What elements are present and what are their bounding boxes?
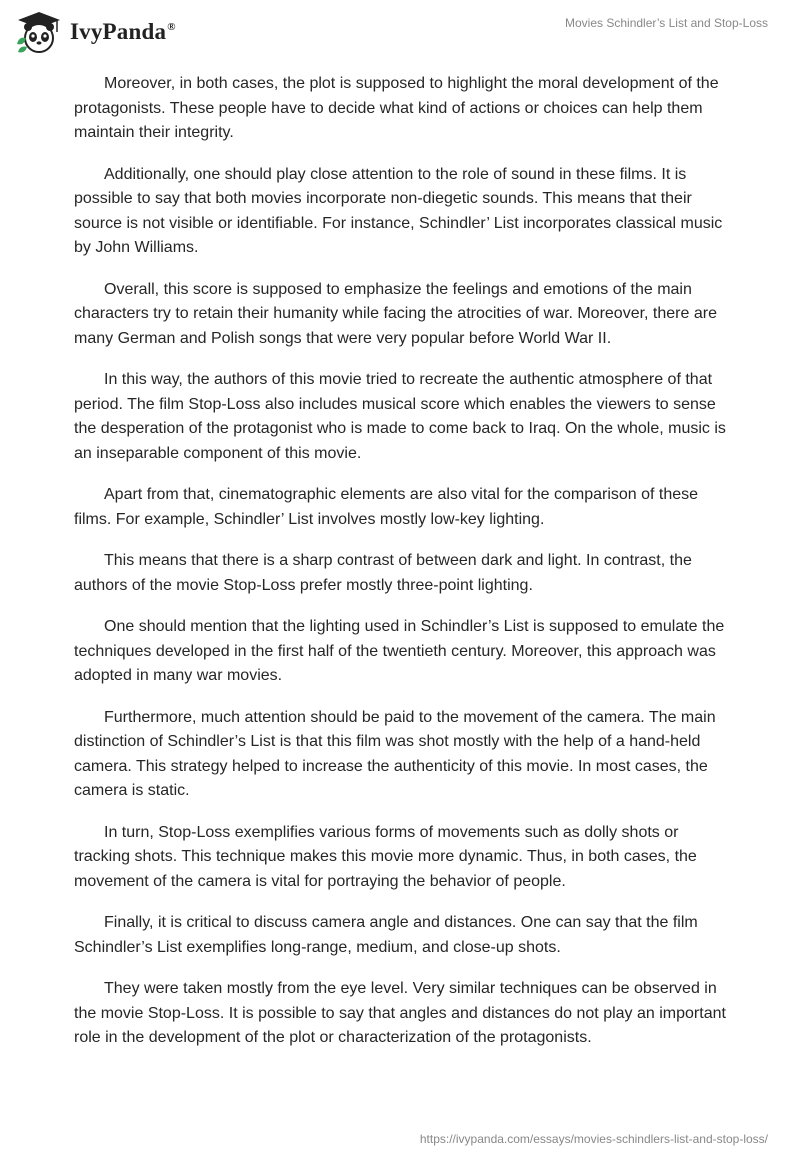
paragraph-4: In this way, the authors of this movie tried to recreate the authentic atmosphere of that period. The film Stop-Loss also includes musical score which enables the viewers to sense the desperation of the protagonist who is made to come back to Iraq. On the whole, music is an inseparable component of this movie.: [74, 371, 726, 462]
paragraph-9: In turn, Stop-Loss exemplifies various forms of movements such as dolly shots or tracking shots. This technique makes this movie more dynamic. Thus, in both cases, the movement of the camera is vital for portraying the behavior of people.: [74, 823, 697, 890]
document-title: Movies Schindler’s List and Stop-Loss: [565, 16, 768, 30]
paragraph-10: Finally, it is critical to discuss camera angle and distances. One can say that the film Schindler’s List exemplifies long-range, medium, and close-up shots.: [74, 914, 698, 956]
paragraph-2: Additionally, one should play close attention to the role of sound in these films. It is possible to say that both movies incorporate non-diegetic sounds. This means that their source is not visible or identifiable. For instance, Schindler’ List incorporates classical music by John Williams.: [74, 165, 723, 256]
page-header: [0, 0, 800, 64]
essay-body: [74, 72, 726, 1068]
paragraph-11: They were taken mostly from the eye level. Very similar techniques can be observed in the movie Stop-Loss. It is possible to say that angles and distances do not play an important role in the development of the plot or characterization of the protagonists.: [74, 980, 726, 1046]
paragraph-8: Furthermore, much attention should be paid to the movement of the camera. The main distinction of Schindler’s List is that this film was shot mostly with the help of a hand-held camera. This strategy helped to increase the authenticity of this movie. In most cases, the camera is static.: [74, 708, 716, 799]
paragraph-6: This means that there is a sharp contrast of between dark and light. In contrast, the authors of the movie Stop-Loss prefer mostly three-point lighting.: [74, 552, 692, 594]
source-url-link[interactable]: https://ivypanda.com/essays/movies-schindlers-list-and-stop-loss/: [419, 1132, 768, 1146]
paragraph-3: Overall, this score is supposed to emphasize the feelings and emotions of the main characters try to retain their humanity while facing the atrocities of war. Moreover, there are many German and Polish songs that were very popular before World War II.: [74, 280, 717, 347]
paragraph-7: One should mention that the lighting used in Schindler’s List is supposed to emulate the techniques developed in the first half of the twentieth century. Moreover, this approach was adopted in many war movies.: [74, 618, 725, 684]
panda-graduate-icon: [14, 10, 64, 54]
registered-mark: ®: [167, 21, 176, 34]
logo-text: IvyPanda®: [70, 19, 176, 44]
paragraph-1: Moreover, in both cases, the plot is supposed to highlight the moral development of the protagonists. These people have to decide what kind of actions or choices can help them maintain their integrity.: [74, 75, 719, 141]
paragraph-5: Apart from that, cinematographic elements are also vital for the comparison of these films. For example, Schindler’ List involves mostly low-key lighting.: [74, 486, 699, 528]
ivypanda-logo[interactable]: [14, 10, 176, 54]
